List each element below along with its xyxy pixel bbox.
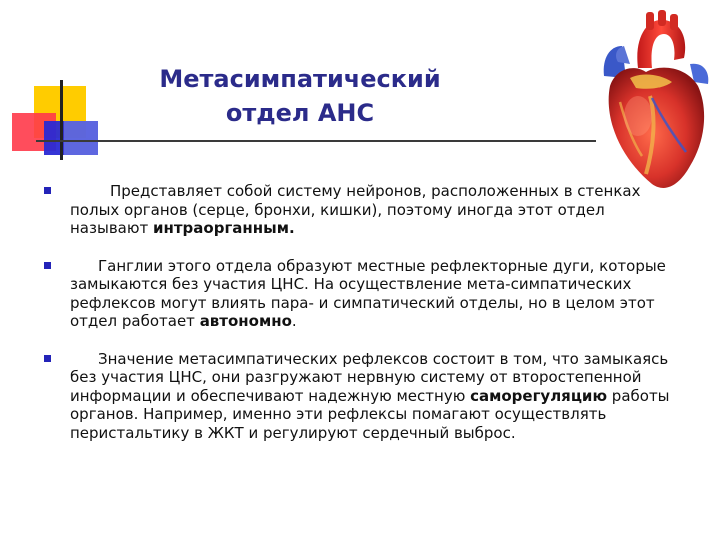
- bullet-square-icon: [44, 187, 51, 194]
- bullet-item-2: [44, 257, 684, 331]
- bullet-item-1: [44, 182, 684, 238]
- bullet-text-after: .: [291, 312, 297, 330]
- bullet-text: Значение метасимпатических рефлексов состоит в том, что замыкаясь без участия ЦНС, они разгружают нервную систему от второстепенной информации и обеспечивают надежную местную: [70, 349, 669, 405]
- slide-title: [120, 62, 480, 130]
- bullet-bold-text: автономно: [199, 312, 292, 330]
- title-line-1: Метасимпатический: [159, 65, 441, 93]
- bullet-text: Ганглии этого отдела образуют местные рефлекторные дуги, которые замыкаются без участия ЦНС. На осуществление мета-симпатических рефлексов могут влиять пара- и симпатический отделы, но в целом этот отдел работает: [70, 256, 666, 330]
- heart-illustration-icon: [590, 6, 715, 196]
- title-underline: [36, 140, 596, 142]
- bullet-text: Представляет собой систему нейронов, расположенных в стенках полых органов (серце, бронхи, кишки), поэтому иногда этот отдел называют: [70, 182, 641, 237]
- light-blue-square: [64, 121, 98, 155]
- title-line-2: отдел АНС: [225, 99, 375, 127]
- bullet-square-icon: [44, 262, 51, 269]
- bullet-item-3: [44, 350, 684, 443]
- bullet-bold-text: интраорганным.: [152, 219, 295, 237]
- bullet-bold-text: саморегуляцию: [470, 386, 608, 405]
- vertical-divider: [60, 80, 63, 160]
- bullet-square-icon: [44, 355, 51, 362]
- bullet-text-after: работы органов. Например, именно эти рефлексы помагают осуществлять перистальтику в ЖКТ и регулируют сердечный выброс.: [70, 386, 670, 442]
- bullet-list: [44, 182, 684, 461]
